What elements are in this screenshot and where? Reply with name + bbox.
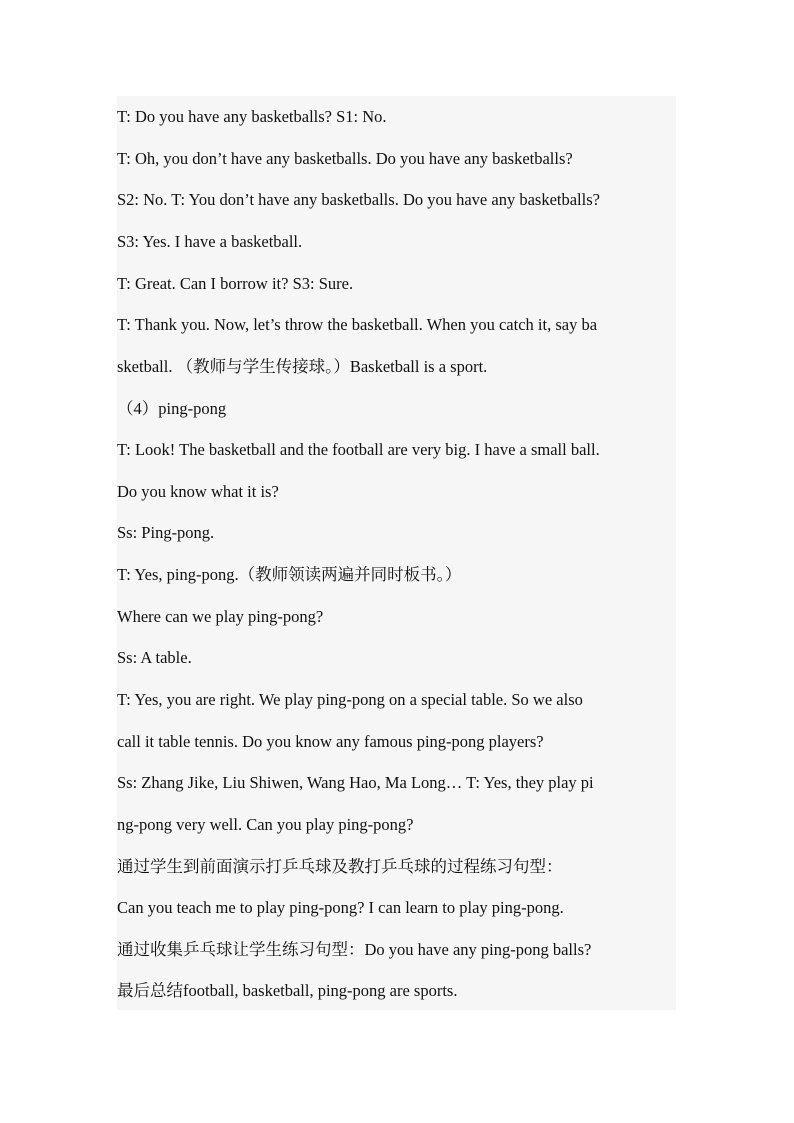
text-line: Ss: Zhang Jike, Liu Shiwen, Wang Hao, Ma Long… T: Yes, they play pi: [117, 773, 594, 792]
text-line: T: Oh, you don’t have any basketballs. Do you have any basketballs?: [117, 149, 573, 168]
text-line: S2: No. T: You don’t have any basketballs. Do you have any basketballs?: [117, 190, 600, 209]
text-line: ng-pong very well. Can you play ping-pong?: [117, 815, 414, 834]
text-line: sketball. （教师与学生传接球。）Basketball is a sport.: [117, 357, 488, 376]
text-line: 通过学生到前面演示打乒乓球及教打乒乓球的过程练习句型：: [117, 857, 563, 876]
lesson-text-block: [117, 96, 676, 1010]
text-line: （4）ping-pong: [117, 399, 227, 418]
text-line: T: Great. Can I borrow it? S3: Sure.: [117, 274, 354, 293]
text-line: Ss: Ping-pong.: [117, 523, 215, 542]
text-line: S3: Yes. I have a basketball.: [117, 232, 303, 251]
text-line: Do you know what it is?: [117, 482, 279, 501]
text-line: 最后总结football, basketball, ping-pong are sports.: [117, 981, 458, 1000]
text-line: T: Look! The basketball and the football are very big. I have a small ball.: [117, 440, 600, 459]
text-line: call it table tennis. Do you know any famous ping-pong players?: [117, 732, 544, 751]
text-line: T: Yes, ping-pong.（教师领读两遍并同时板书。）: [117, 565, 462, 584]
text-line: T: Yes, you are right. We play ping-pong on a special table. So we also: [117, 690, 583, 709]
text-line: T: Do you have any basketballs? S1: No.: [117, 107, 387, 126]
text-line: 通过收集乒乓球让学生练习句型：Do you have any ping-pong balls?: [117, 940, 592, 959]
text-line: Where can we play ping-pong?: [117, 607, 324, 626]
text-line: Ss: A table.: [117, 648, 192, 667]
text-line: Can you teach me to play ping-pong? I can learn to play ping-pong.: [117, 898, 564, 917]
text-line: T: Thank you. Now, let’s throw the basketball. When you catch it, say ba: [117, 315, 598, 334]
